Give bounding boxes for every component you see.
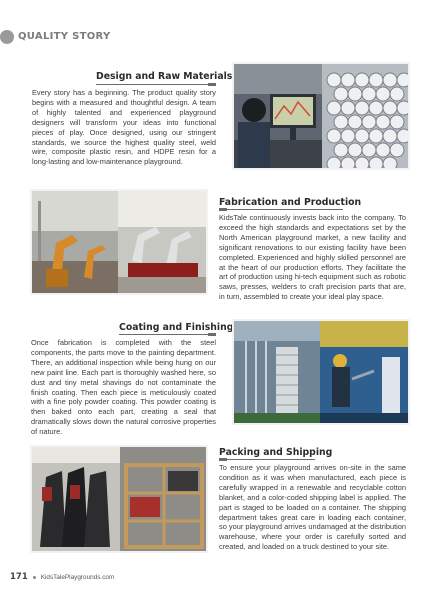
section-rule bbox=[219, 459, 315, 460]
section-text-design: Every story has a beginning. The product quality story begins with a measured and thoughtful design. A team of highly talented and experienced playground designers will transform your ideas into functional pieces of play. Once designed, using our stringent standards, we source the highest quality steel, weld wire, composite plastic resin, and HDPE resin for a long-lasting and low-maintenance playground. bbox=[32, 88, 216, 167]
section-text-fabrication: KidsTale continuously invests back into the company. To exceed the high standards and expectations set by the North American playground market, a new facility and significant renovations to our existing facility have been completed. Experienced and highly skilled personnel are at the heart of our production efforts. They facilitate the art of production using hi-tech equipment such as robotic saws, presses, welders to craft precision parts that are, in turn, assembled to create your ideal play space. bbox=[219, 213, 406, 302]
photo-fabrication-robots bbox=[30, 189, 208, 295]
photo-packing bbox=[30, 445, 208, 553]
header-bullet-icon bbox=[0, 30, 14, 44]
section-title-design: Design and Raw Materials bbox=[96, 71, 233, 82]
photo-paint-line bbox=[232, 319, 410, 425]
section-title-packing: Packing and Shipping bbox=[219, 447, 333, 458]
page-header-title: QUALITY STORY bbox=[18, 31, 111, 42]
photo-design-illustration bbox=[234, 64, 408, 168]
photo-packing-illustration bbox=[32, 447, 206, 551]
photo-design-team bbox=[232, 62, 410, 170]
photo-fabrication-illustration bbox=[32, 191, 206, 293]
section-rule bbox=[219, 209, 343, 210]
website-link[interactable]: KidsTalePlaygrounds.com bbox=[40, 573, 115, 581]
footer-separator-icon bbox=[33, 576, 36, 579]
section-text-packing: To ensure your playground arrives on-site in the same condition as it was when manufactured, each piece is carefully wrapped in a renewable and recyclable cotton blanket, and a color-coded shipping label is applied. The part is staged to be loaded on a container. The shipping department takes great care in loading each container, so your playground arrives undamaged at the distribution warehouse, where your order is carefully sorted and created, and loaded on a truck destined to your site. bbox=[219, 463, 406, 552]
page-number: 171 bbox=[10, 572, 28, 582]
section-title-coating: Coating and Finishing bbox=[119, 322, 234, 333]
photo-coating-illustration bbox=[234, 321, 408, 423]
section-rule bbox=[119, 334, 216, 335]
section-rule bbox=[96, 84, 216, 85]
section-title-fabrication: Fabrication and Production bbox=[219, 197, 362, 208]
section-text-coating: Once fabrication is completed with the steel components, the parts move to the painting department. There, an additional inspection while being hung on our new paint line. Each part is thoroughly washed here, so dust and tiny metal shavings do not contaminate the finish coating. Then each piece is meticulously coated with a fine poly powder coating. This powder coating is then baked onto each part, creating a seal that dramatically slows down the natural corrosive properties of nature. bbox=[31, 338, 216, 437]
page-footer bbox=[10, 572, 114, 582]
